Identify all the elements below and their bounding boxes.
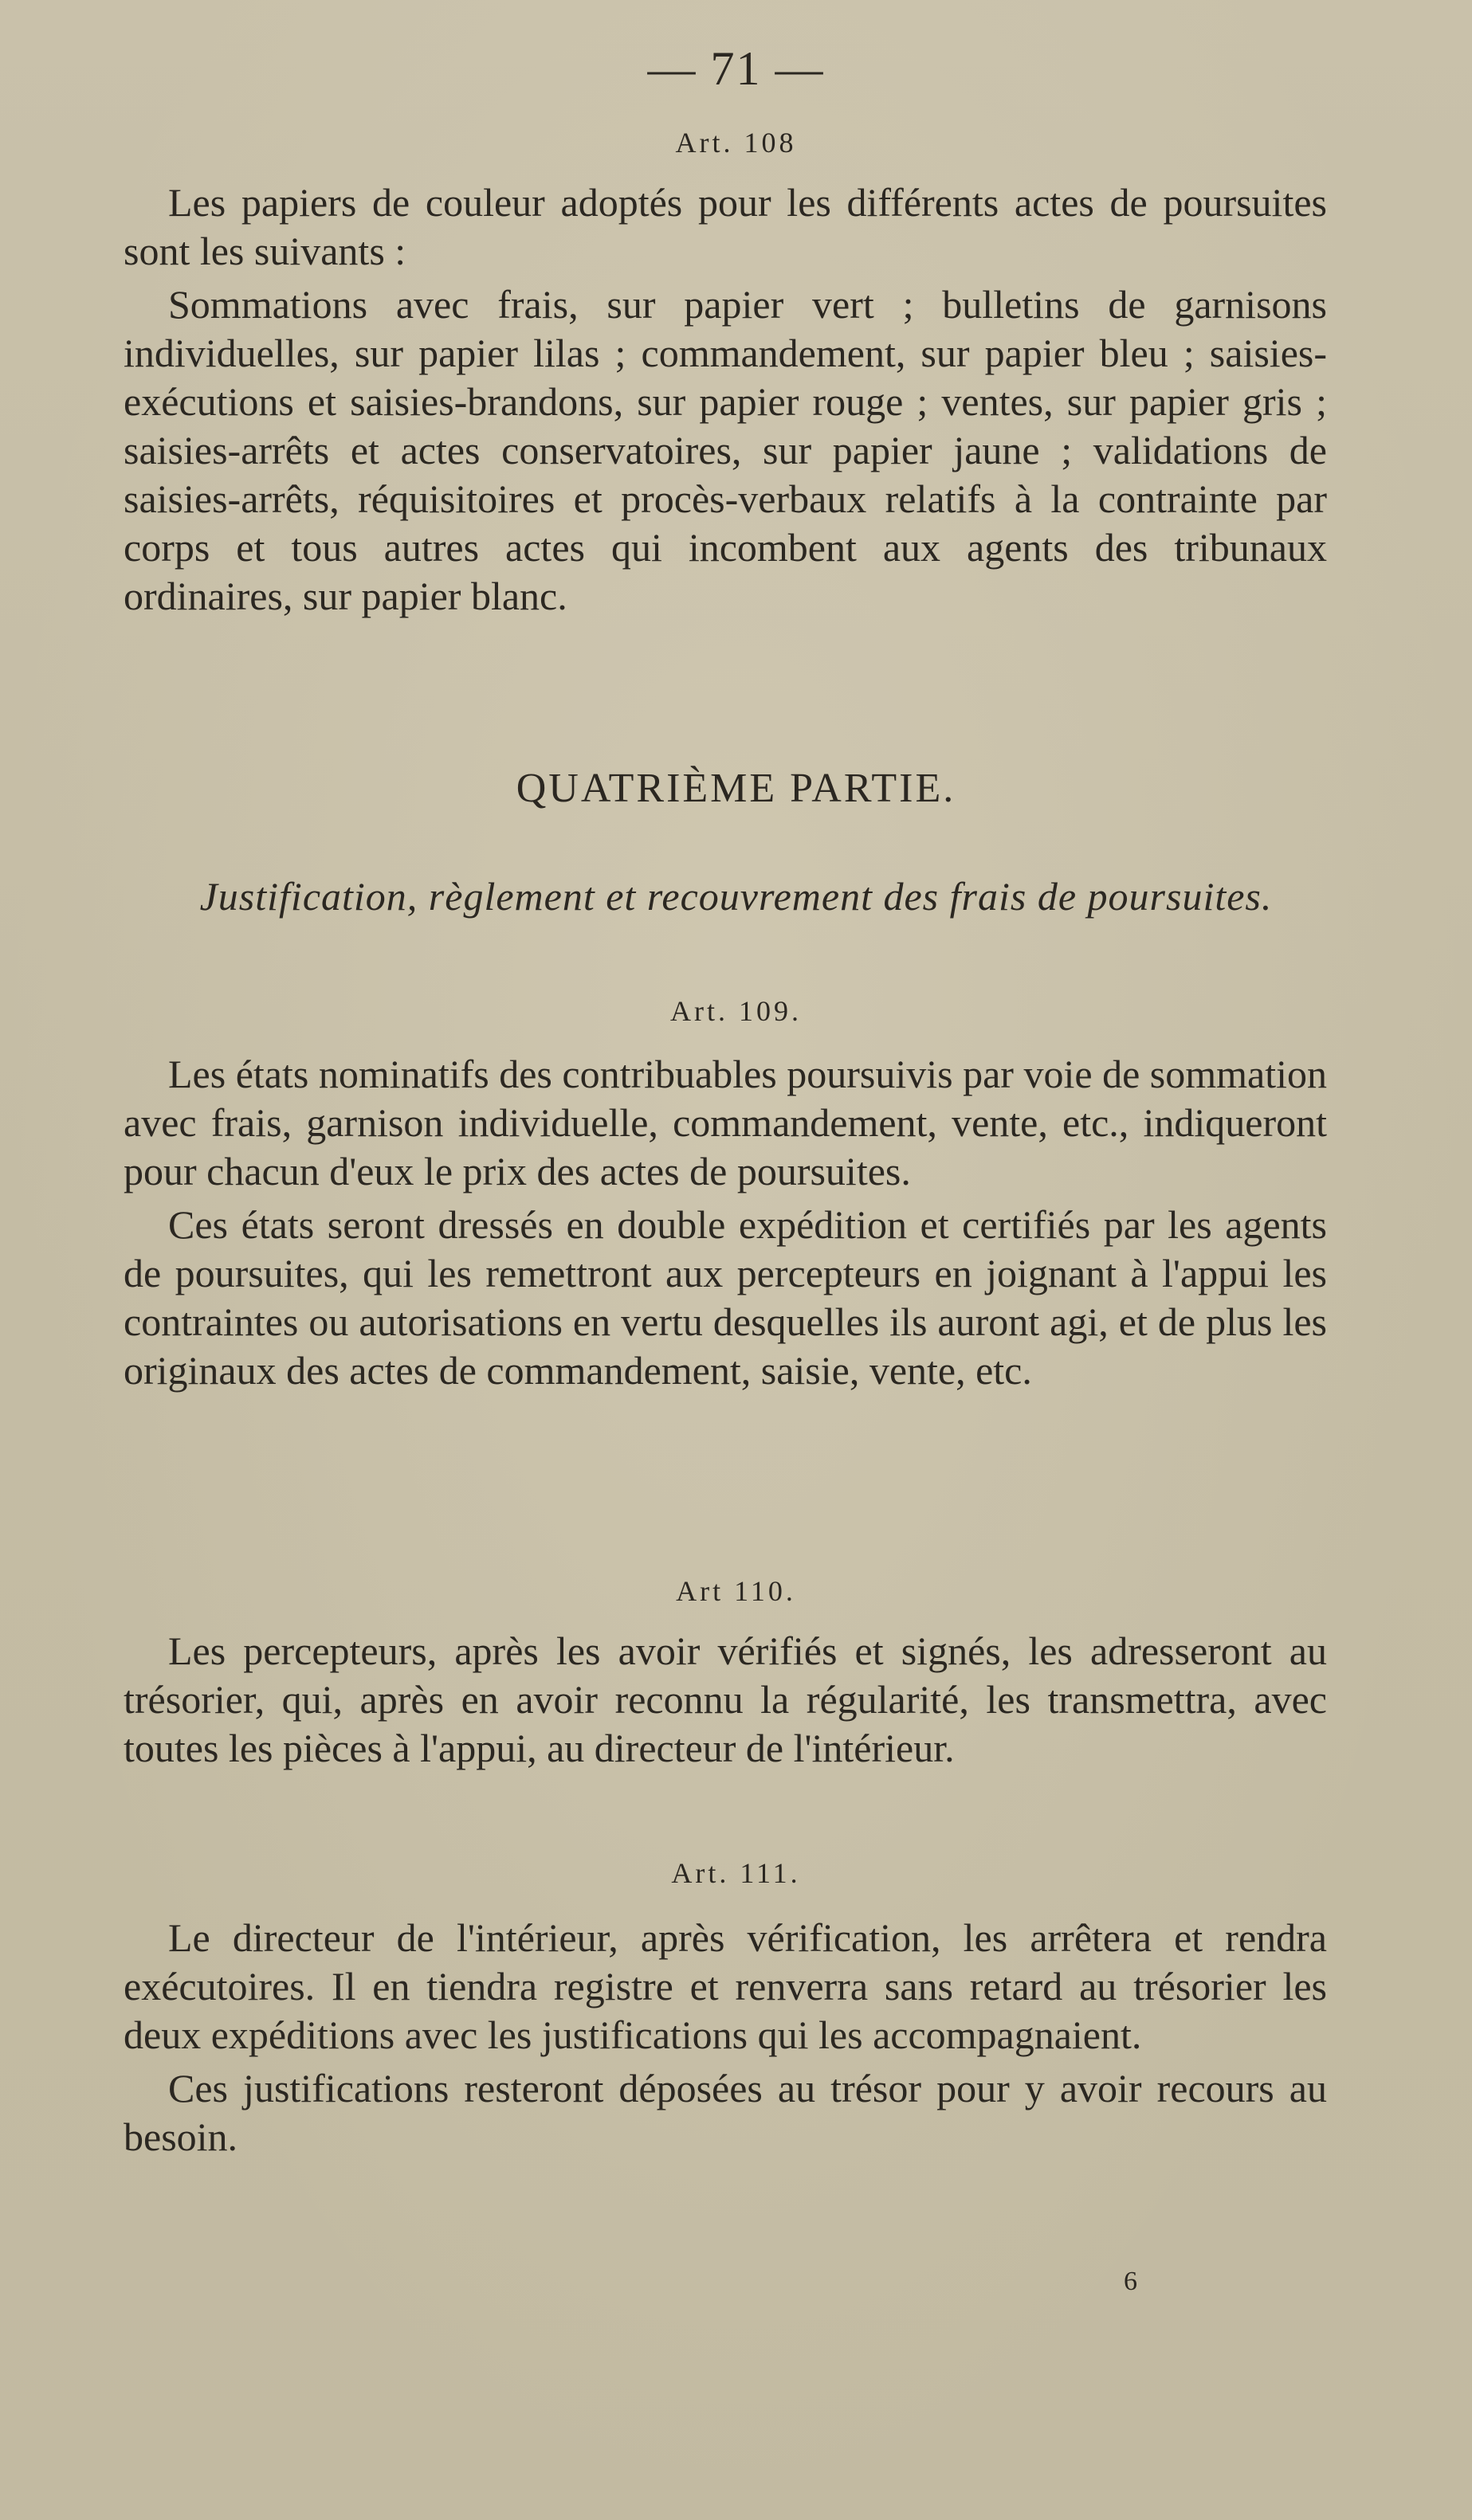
article-109-body xyxy=(124,1050,1327,1395)
article-108-body xyxy=(124,178,1327,621)
article-111-paragraph-1: Le directeur de l'intérieur, après vérification, les arrêtera et rendra exécutoires. Il en tiendra registre et renverra sans retard au trésorier les deux expéditions avec les justifications qui les accompagnaient. xyxy=(124,1915,1327,2057)
signature-mark: 6 xyxy=(1124,2267,1137,2296)
article-108-paragraph-2: Sommations avec frais, sur papier vert ; bulletins de garnisons individuelles, sur papier lilas ; commandement, sur papier bleu ; saisies-exécutions et saisies-brandons, sur papier rouge ; ventes, sur papier gris ; saisies-arrêts et actes conservatoires, sur papier jaune ; validations de saisies-arrêts, réquisitoires et procès-verbaux relatifs à la contrainte par corps et tous autres actes qui incombent aux agents des tribunaux ordinaires, sur papier blanc. xyxy=(124,282,1327,618)
part-subtitle: Justification, règlement et recouvrement des frais de poursuites. xyxy=(199,874,1273,919)
article-111-title: Art. 111. xyxy=(671,1857,801,1889)
article-108-paragraph-1: Les papiers de couleur adoptés pour les différents actes de poursuites sont les suivants : xyxy=(124,180,1327,273)
page-number: — 71 — xyxy=(647,42,825,95)
article-108-title: Art. 108 xyxy=(675,127,797,159)
article-111-paragraph-2: Ces justifications resteront déposées au trésor pour y avoir recours au besoin. xyxy=(124,2066,1327,2159)
part-title: QUATRIÈME PARTIE. xyxy=(516,766,956,811)
article-110-title: Art 110. xyxy=(676,1575,796,1607)
article-109-paragraph-2: Ces états seront dressés en double expédition et certifiés par les agents de poursuites, qui les remettront aux percepteurs en joignant à l'appui les contraintes ou autorisations en vertu desquelles ils auront agi, et de plus les originaux des actes de commandement, saisie, vente, etc. xyxy=(124,1202,1327,1393)
article-110-paragraph-1: Les percepteurs, après les avoir vérifiés et signés, les adresseront au trésorier, qui, après en avoir reconnu la régularité, les transmettra, avec toutes les pièces à l'appui, au directeur de l'intérieur. xyxy=(124,1628,1327,1770)
article-109-paragraph-1: Les états nominatifs des contribuables poursuivis par voie de sommation avec frais, garnison individuelle, commandement, vente, etc., indiqueront pour chacun d'eux le prix des actes de poursuites. xyxy=(124,1052,1327,1193)
article-109-title: Art. 109. xyxy=(670,995,802,1027)
article-110-body xyxy=(124,1627,1327,1773)
article-111-body xyxy=(124,1914,1327,2161)
